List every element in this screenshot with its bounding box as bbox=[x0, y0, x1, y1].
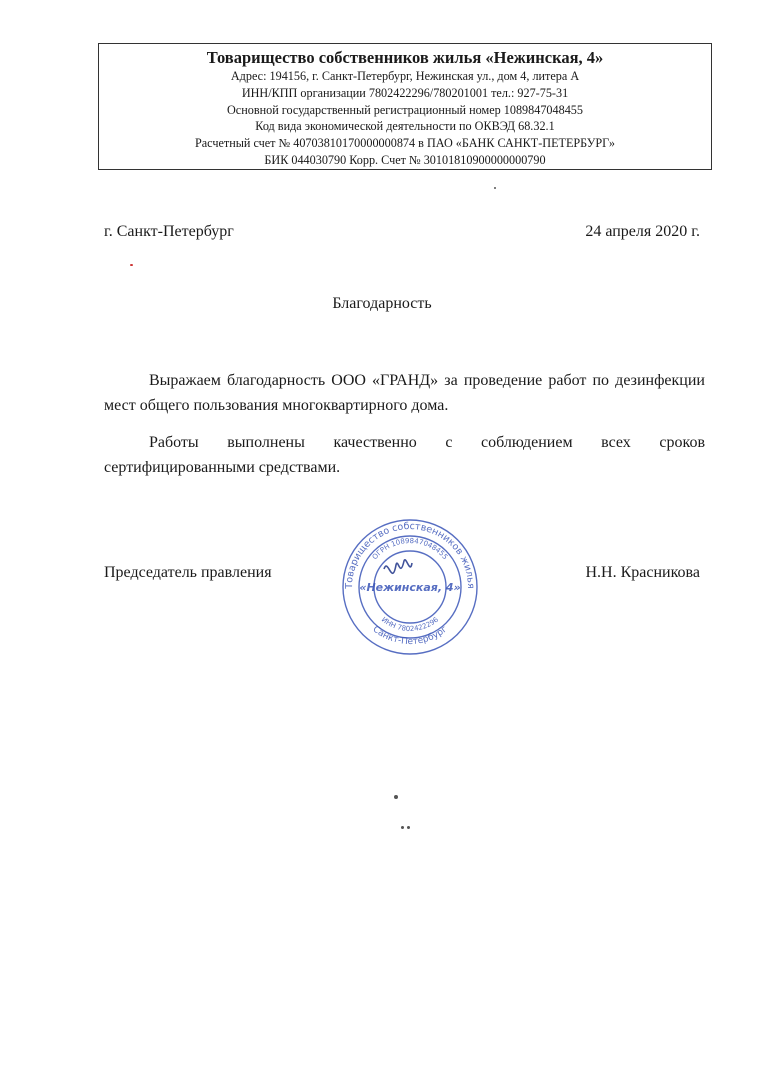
letterhead bbox=[98, 43, 712, 170]
organization-seal bbox=[340, 517, 480, 657]
body-paragraph-2: Работы выполнены качественно с соблюдением всех сроков сертифицированными средствами. bbox=[104, 434, 705, 476]
scan-speck bbox=[394, 795, 398, 799]
okved-line: Код вида экономической деятельности по ОКВЭД 68.32.1 bbox=[255, 119, 555, 134]
seal-center-name: «Нежинская, 4» bbox=[359, 581, 461, 594]
bik-line: БИК 044030790 Корр. Счет № 30101810900000000790 bbox=[264, 152, 546, 167]
scan-speck bbox=[130, 264, 133, 266]
organization-name: Товарищество собственников жилья «Нежинская, 4» bbox=[206, 48, 604, 67]
inn-kpp-line: ИНН/КПП организации 7802422296/780201001 тел.: 927-75-31 bbox=[241, 85, 569, 100]
seal-inn: ИНН 7802422296 bbox=[379, 615, 441, 634]
letter-date: 24 апреля 2020 г. bbox=[585, 223, 700, 240]
seal-outer-text: Товарищество собственников жилья bbox=[343, 520, 477, 589]
scan-speck bbox=[401, 826, 404, 829]
body-paragraph-1: Выражаем благодарность ООО «ГРАНД» за проведение работ по дезинфекции мест общего пользования многоквартирного дома. bbox=[104, 372, 705, 414]
ogrn-line: Основной государственный регистрационный номер 1089847048455 bbox=[227, 102, 583, 117]
signer-name: Н.Н. Красникова bbox=[585, 564, 700, 581]
signer-position: Председатель правления bbox=[104, 564, 272, 581]
seal-city: Санкт-Петербург bbox=[370, 624, 450, 648]
document-title: Благодарность bbox=[332, 295, 432, 312]
seal-ogrn: ОГРН 1089847048455 bbox=[370, 536, 450, 562]
city: г. Санкт-Петербург bbox=[104, 223, 234, 240]
scan-speck bbox=[407, 826, 410, 829]
bank-account-line: Расчетный счет № 40703810170000000874 в ПАО «БАНК САНКТ-ПЕТЕРБУРГ» bbox=[194, 136, 615, 151]
address-line: Адрес: 194156, г. Санкт-Петербург, Нежинская ул., дом 4, литера А bbox=[230, 69, 580, 83]
handwritten-signature bbox=[384, 560, 412, 573]
scan-speck bbox=[494, 187, 496, 189]
